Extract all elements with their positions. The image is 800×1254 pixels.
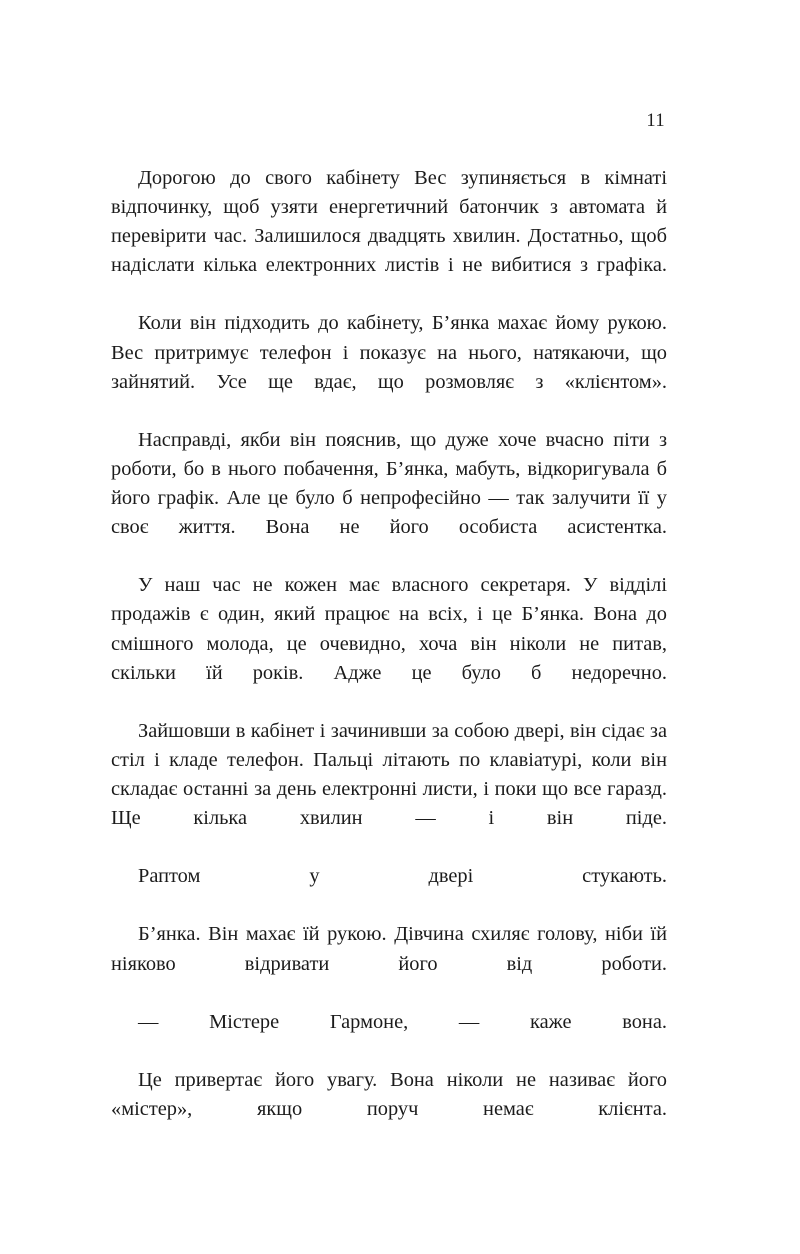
paragraph: Дорогою до свого кабінету Вес зупиняється в кімнаті відпочинку, щоб узяти енергетичний батончик з автомата й перевірити час. Залишилося двадцять хвилин. Достатньо, щоб надіслати кілька електронних листів і не вибитися з графіка. [111,167,667,277]
page-number: 11 [646,111,665,131]
body-text-block [111,164,667,1153]
paragraph: Коли він підходить до кабінету, Б’янка махає йому рукою. Вес притримує телефон і показує на нього, натякаючи, що зайнятий. Усе ще вдає, що розмовляє з «клієнтом». [111,312,667,393]
paragraph: У наш час не кожен має власного секретаря. У відділі продажів є один, який працює на всіх, і це Б’янка. Вона до смішного молода, це очевидно, хоча він ніколи не питав, скільки їй років. Адже це було б недоречно. [111,574,667,684]
paragraph-dialogue: — Містере Гармоне, — каже вона. [138,1010,667,1033]
paragraph: Раптом у двері стукають. [138,865,667,888]
paragraph: Насправді, якби він пояснив, що дуже хоче вчасно піти з роботи, бо в нього побачення, Б’янка, мабуть, відкоригувала б його графік. Але це було б непрофесійно — так залучити її у своє життя. Вона не його особиста асистентка. [111,428,667,539]
paragraph: Зайшовши в кабінет і зачинивши за собою двері, він сідає за стіл і кладе телефон. Пальці літають по клавіатурі, коли він складає останні за день електронні листи, і поки що все гаразд. Ще кілька хвилин — і він піде. [111,719,667,830]
paragraph: Б’янка. Він махає їй рукою. Дівчина схиляє голову, ніби їй ніяково відривати його від роботи. [111,923,667,975]
paragraph: Це привертає його увагу. Вона ніколи не називає його «містер», якщо поруч немає клієнта. [111,1068,667,1120]
